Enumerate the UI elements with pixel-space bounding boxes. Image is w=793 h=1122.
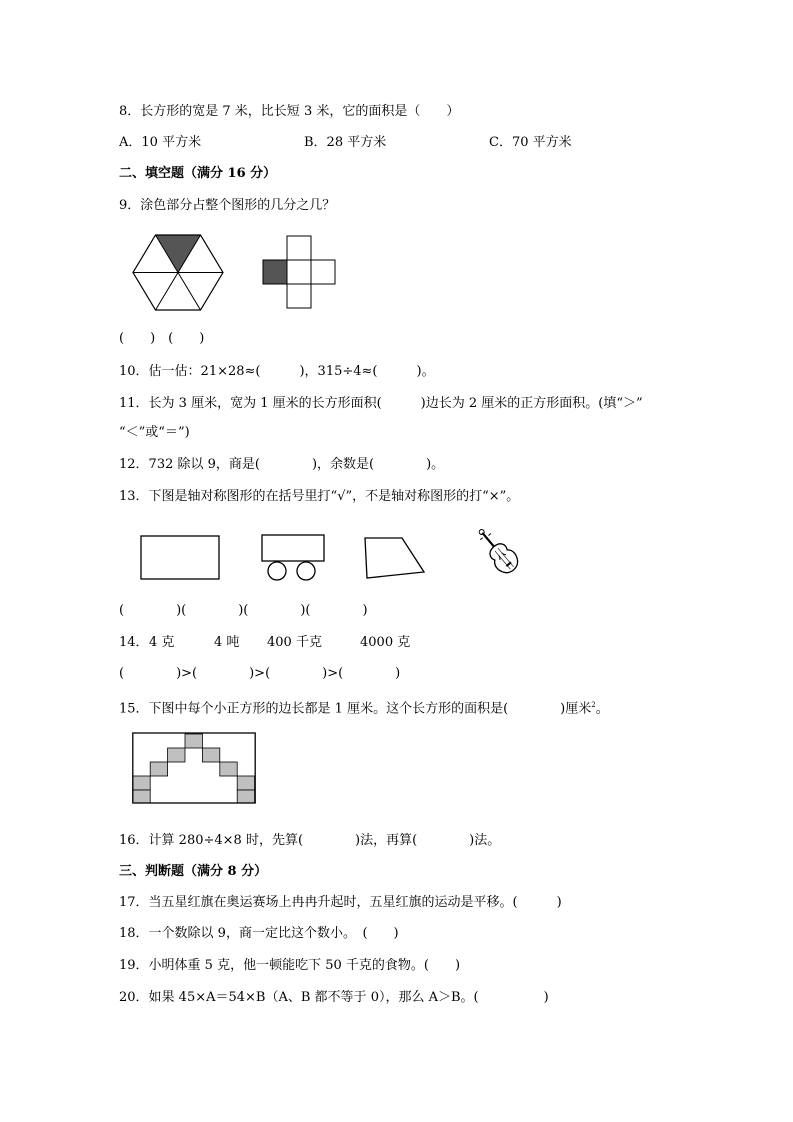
q8-option-c: C．70 平方米 xyxy=(489,135,572,150)
q15-superscript: 2 xyxy=(591,701,596,709)
staircase-grid-figure xyxy=(132,732,256,804)
q8-option-a: A．10 平方米 xyxy=(119,135,202,150)
violin-icon xyxy=(466,522,536,588)
q20-text: 20．如果 45×A＝54×B（A、B 都不等于 0），那么 A＞B。( ) xyxy=(119,990,549,1005)
q13-answer-blanks[interactable]: ( )( )( )( ) xyxy=(119,603,368,618)
hexagon-figure xyxy=(133,235,223,310)
q10-text: 10．估一估：21×28≈( )，315÷4≈( )。 xyxy=(119,364,435,379)
rectangle-figure xyxy=(140,535,220,580)
net-shaded-square xyxy=(263,260,287,284)
q8-option-b: B．28 平方米 xyxy=(304,135,387,150)
q9-answer-blanks[interactable]: ( ) ( ) xyxy=(119,331,205,346)
q14-number: 14． xyxy=(119,635,149,650)
q14-item-2: 4 吨 xyxy=(214,635,240,650)
q14-item-3: 400 千克 xyxy=(267,635,322,650)
q11-line1: 11．长为 3 厘米，宽为 1 厘米的长方形面积( )边长为 2 厘米的正方形面积。(填“＞” xyxy=(119,396,643,411)
q8-stem: 8．长方形的宽是 7 米，比长短 3 米，它的面积是（ ） xyxy=(119,104,460,119)
q9-stem: 9．涂色部分占整个图形的几分之几？ xyxy=(119,198,336,213)
q18-text: 18．一个数除以 9，商一定比这个数小。 ( ) xyxy=(119,926,399,941)
cart-figure xyxy=(260,533,326,583)
section-3-title: 三、判断题（满分 8 分） xyxy=(119,864,268,879)
q11-line2: “＜”或“＝”) xyxy=(119,425,190,440)
q14-item-1: 4 克 xyxy=(149,635,175,650)
q17-text: 17．当五星红旗在奥运赛场上冉冉升起时，五星红旗的运动是平移。( ) xyxy=(119,895,562,910)
trapezoid-figure xyxy=(362,536,426,580)
hexagon-shaded-triangle xyxy=(156,235,201,273)
q14-item-4: 4000 克 xyxy=(360,635,411,650)
section-2-title: 二、填空题（满分 16 分） xyxy=(119,166,277,181)
q16-text: 16．计算 280÷4×8 时，先算( )法，再算( )法。 xyxy=(119,833,501,848)
cube-net-figure xyxy=(263,236,335,308)
q19-text: 19．小明体重 5 克，他一顿能吃下 50 千克的食物。( ) xyxy=(119,958,461,973)
q15-text: 15．下图中每个小正方形的边长都是 1 厘米。这个长方形的面积是( )厘米$^2$。 xyxy=(119,701,609,717)
q14-answer-blanks[interactable]: ( )>( )>( )>( ) xyxy=(119,666,401,681)
q12-text: 12．732 除以 9，商是( )，余数是( )。 xyxy=(119,457,445,472)
q13-stem: 13．下图是轴对称图形的在括号里打“√”，不是轴对称图形的打“×”。 xyxy=(119,489,520,504)
